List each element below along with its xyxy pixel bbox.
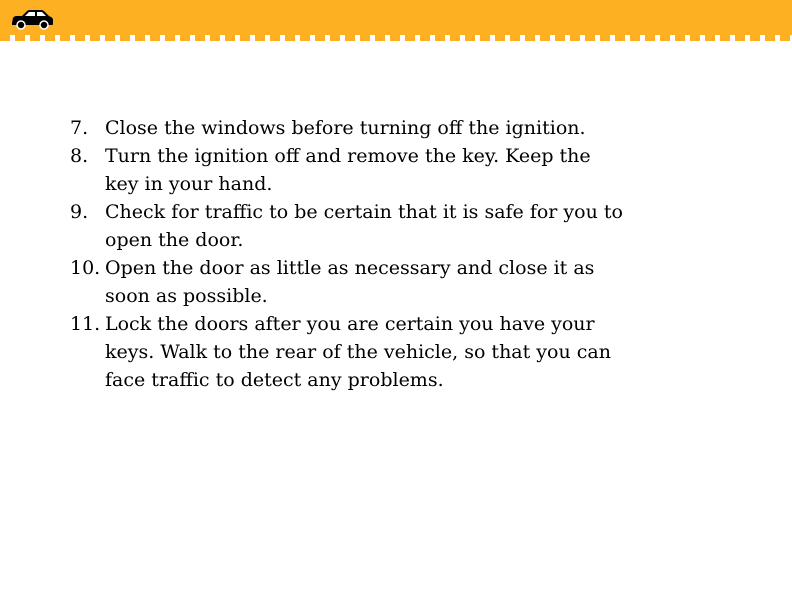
step-number: 8. [70,145,89,167]
list-item [70,142,630,198]
header-bar [0,0,792,36]
list-item [70,198,630,254]
steps-list [70,114,630,394]
list-item [70,310,630,394]
car-icon [10,8,54,30]
step-number: 10. [70,257,101,279]
list-item [70,114,630,142]
step-text: Lock the doors after you are certain you have your keys. Walk to the rear of the vehicle, so that you can face traffic to detect any problems. [105,313,611,391]
step-text: Open the door as little as necessary and close it as soon as possible. [105,257,595,307]
step-number: 7. [70,117,89,139]
step-text: Turn the ignition off and remove the key. Keep the key in your hand. [105,145,591,195]
dashed-divider [0,35,792,41]
step-number: 11. [70,313,101,335]
step-number: 9. [70,201,89,223]
step-text: Check for traffic to be certain that it is safe for you to open the door. [105,201,623,251]
list-item [70,254,630,310]
step-text: Close the windows before turning off the ignition. [105,117,586,139]
